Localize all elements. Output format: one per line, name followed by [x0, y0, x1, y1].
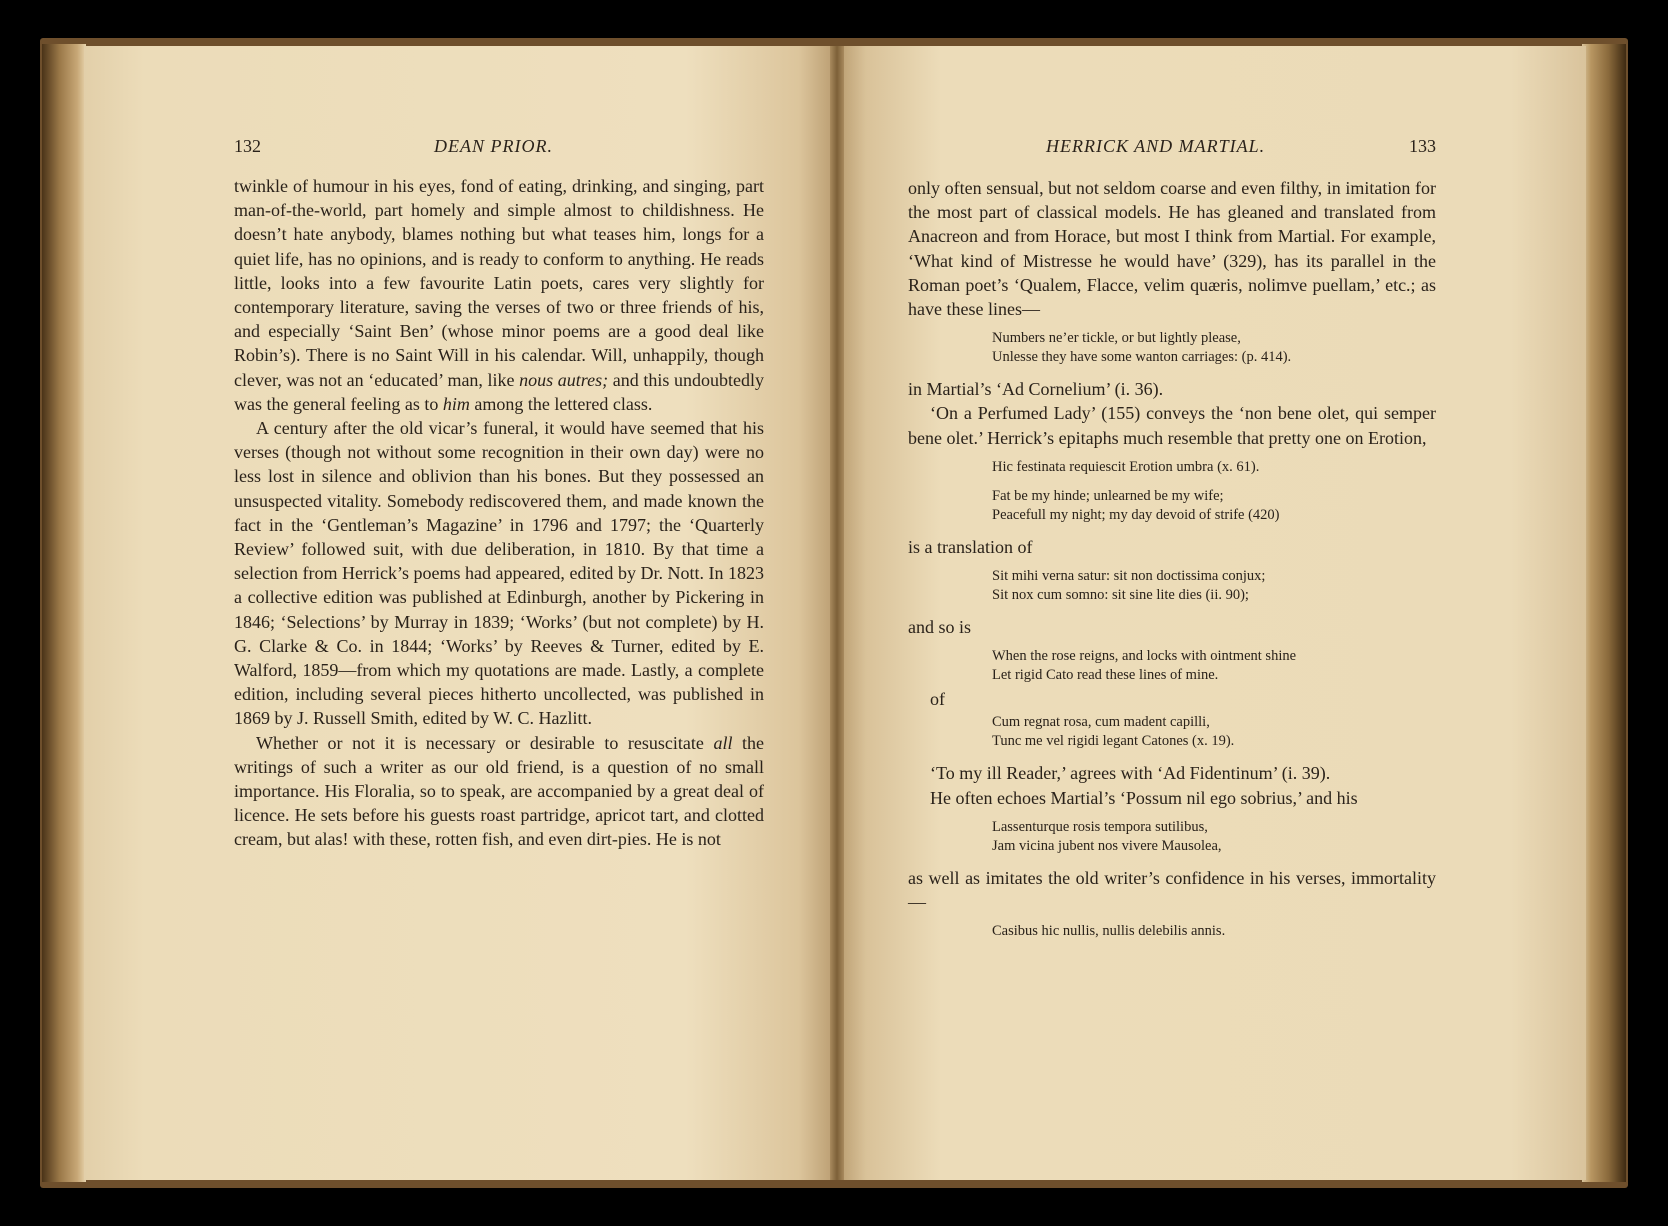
verse-quote — [992, 567, 1436, 605]
verse-line: Let rigid Cato read these lines of mine. — [992, 667, 1219, 684]
paragraph: ‘On a Perfumed Lady’ (155) conveys the ‘non bene olet, qui semper bene olet.’ Herrick’s epitaphs much resemble that pretty one on Erotion, — [908, 403, 1436, 448]
italic-text: him — [442, 393, 470, 414]
italic-text: nous autres; — [519, 369, 609, 390]
text-run: twinkle of humour in his eyes, fond of eating, drinking, and singing, part man-of-the-world, part homely and simple almost to childishness. He doesn’t hate anybody, blames nothing but what teases him, longs for a quiet life, has no opinions, and is ready to conform to anything. He reads little, looks into a few favourite Latin poets, cares very slightly for contemporary literature, saving the verses of two or three friends of his, and especially ‘Saint Ben’ (whose minor poems are a good deal like Robin’s). There is no Saint Will in his calendar. Will, unhappily, though clever, was not an ‘educated’ man, like — [234, 176, 764, 390]
verse-line: Hic festinata requiescit Erotion umbra (x. 61). — [992, 458, 1260, 475]
book-gutter — [830, 46, 844, 1180]
right-page-edges — [1582, 44, 1626, 1182]
paragraph: He often echoes Martial’s ‘Possum nil ego sobrius,’ and his — [930, 787, 1358, 808]
paragraph: is a translation of — [908, 536, 1033, 557]
verse-quote — [992, 647, 1436, 685]
text-run: Whether or not it is necessary or desirable to resuscitate — [256, 732, 714, 753]
verse-line: Numbers ne’er tickle, or but lightly please, — [992, 330, 1241, 347]
text-run: A century after the old vicar’s funeral, it would have seemed that his verses (though not without some recognition in their own day) were no less lost in silence and oblivion than his bones. But they possessed an unsuspected vitality. Somebody rediscovered them, and made known the fact in the ‘Gentleman’s Magazine’ in 1796 and 1797; the ‘Quarterly Review’ followed suit, with due deliberation, in 1810. By that time a selection from Herrick’s poems had appeared, edited by Dr. Nott. In 1823 a collective edition was published at Edinburgh, another by Pickering in 1846; ‘Selections’ by Murray in 1839; ‘Works’ (but not complete) by H. G. Clarke & Co. in 1844; ‘Works’ by Reeves & Turner, edited by E. Walford, 1859—from which my quotations are made. Lastly, a complete edition, including several pieces hitherto uncollected, was published in 1869 by J. Russell Smith, edited by W. C. Hazlitt. — [234, 418, 764, 729]
left-page-body — [234, 174, 764, 852]
paragraph: of — [930, 689, 945, 710]
paragraph: only often sensual, but not seldom coarse and even filthy, in imitation for the most part of classical models. He has gleaned and translated from Anacreon and from Horace, but most I think from Martial. For example, ‘What kind of Mistresse he would have’ (329), has its parallel in the Roman poet’s ‘Qualem, Flacce, velim quæris, nolimve puellam,’ etc.; as have these lines— — [908, 178, 1436, 320]
verse-quote — [992, 329, 1436, 367]
verse-line: Sit mihi verna satur: sit non doctissima conjux; — [992, 568, 1266, 585]
verse-quote — [992, 458, 1436, 477]
text-run: and this undoubtedly was the general feeling as to — [234, 369, 764, 414]
verse-quote — [992, 713, 1436, 751]
italic-text: all — [713, 732, 733, 753]
verse-line: Sit nox cum somno: sit sine lite dies (ii. 90); — [992, 587, 1249, 604]
verse-line: When the rose reigns, and locks with ointment shine — [992, 648, 1297, 665]
verse-line: Jam vicina jubent nos vivere Mausolea, — [992, 837, 1222, 854]
right-page-number: 133 — [1409, 136, 1436, 156]
text-run: among the lettered class. — [469, 393, 653, 414]
paragraph: ‘To my ill Reader,’ agrees with ‘Ad Fidentinum’ (i. 39). — [930, 763, 1331, 784]
verse-line: Tunc me vel rigidi legant Catones (x. 19). — [992, 733, 1235, 750]
verse-line: Peacefull my night; my day devoid of strife (420) — [992, 506, 1280, 523]
paragraph: as well as imitates the old writer’s confidence in his verses, immortality— — [908, 867, 1436, 913]
verse-line: Unlesse they have some wanton carriages: (p. 414). — [992, 349, 1292, 366]
paragraph — [234, 731, 764, 852]
left-page-number: 132 — [234, 136, 261, 156]
paragraph — [234, 174, 764, 416]
verse-line: Lassenturque rosis tempora sutilibus, — [992, 818, 1208, 835]
paragraph — [234, 416, 764, 731]
text-run: the writings of such a writer as our old friend, is a question of no small importance. His Floralia, so to speak, are accompanied by a great deal of licence. He sets before his guests roast partridge, apricot tart, and clotted cream, but alas! with these, rotten fish, and even dirt-pies. He is not — [234, 732, 765, 850]
verse-quote — [992, 487, 1436, 525]
paragraph: and so is — [908, 617, 971, 638]
left-page-edges — [42, 44, 86, 1182]
verse-line: Fat be my hinde; unlearned be my wife; — [992, 487, 1224, 504]
paragraph: in Martial’s ‘Ad Cornelium’ (i. 36). — [908, 379, 1164, 400]
verse-quote — [992, 922, 1436, 941]
left-running-head: DEAN PRIOR. — [434, 136, 553, 156]
right-page-body — [908, 176, 1436, 951]
right-running-head: HERRICK AND MARTIAL. — [1046, 136, 1266, 156]
verse-quote — [992, 818, 1436, 856]
verse-line: Casibus hic nullis, nullis delebilis annis. — [992, 923, 1226, 940]
verse-line: Cum regnat rosa, cum madent capilli, — [992, 714, 1210, 731]
